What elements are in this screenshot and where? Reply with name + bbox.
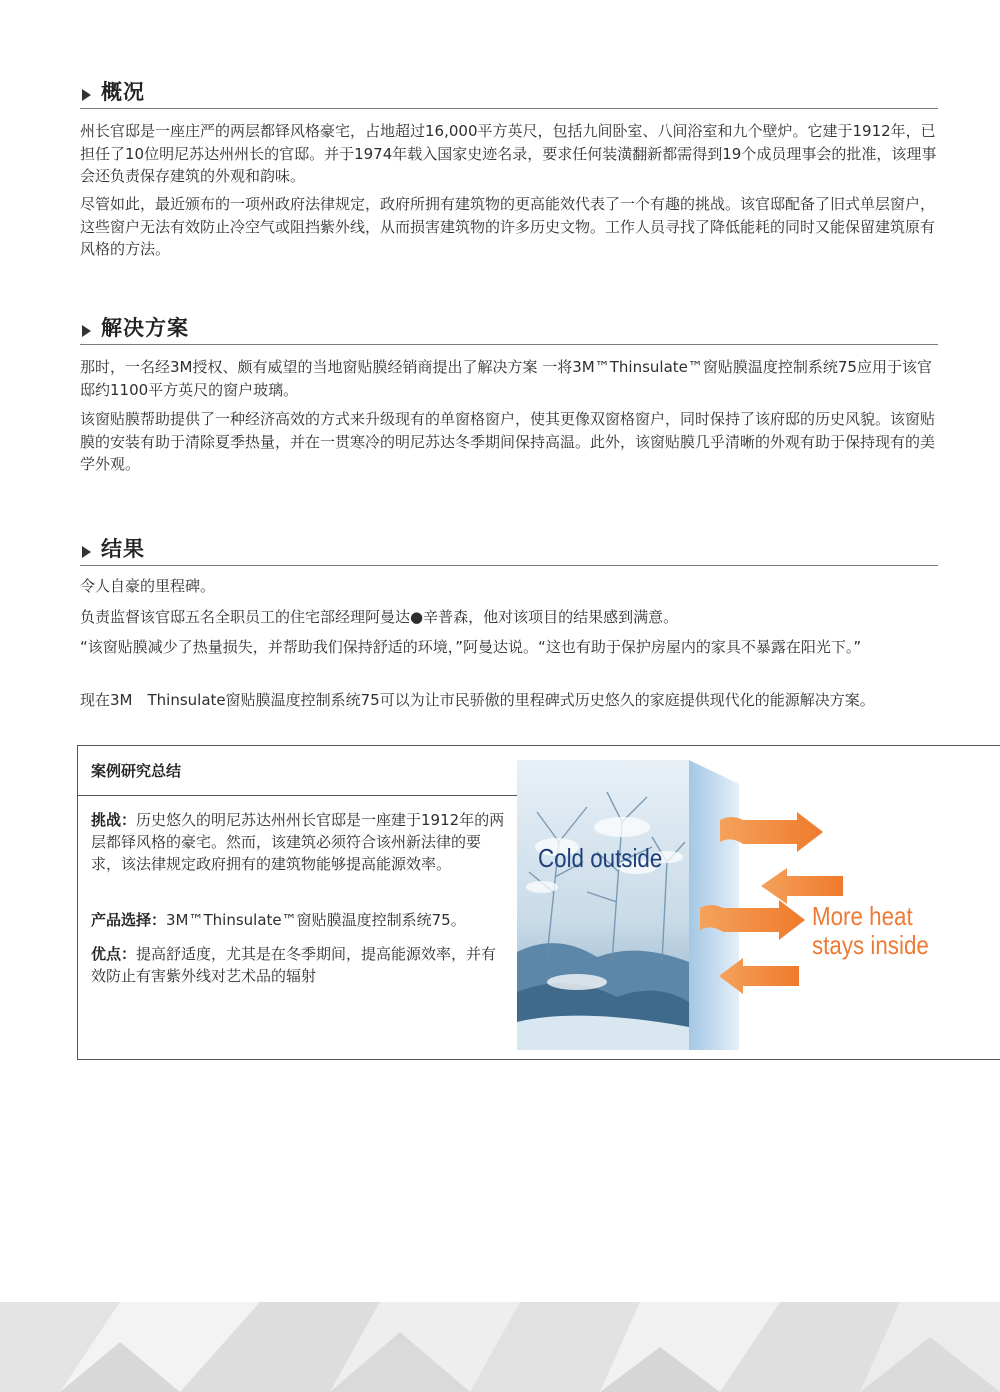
results-paragraph-2: 负责监督该官邸五名全职员工的住宅部经理阿曼达●辛普森，他对该项目的结果感到满意。 bbox=[80, 608, 679, 626]
solution-paragraph-1: 那时，一名经3M授权、颇有威望的当地窗贴膜经销商提出了解决方案 一将3M™Thinsulate™窗贴膜温度控制系统75应用于该官邸约1100平方英尺的窗户玻璃。 bbox=[80, 358, 932, 399]
summary-product bbox=[91, 909, 509, 931]
product-text: 3M™Thinsulate™窗贴膜温度控制系统75。 bbox=[166, 911, 466, 929]
triangle-bullet-icon bbox=[82, 546, 91, 558]
results-paragraph-1: 令人自豪的里程碑。 bbox=[80, 577, 216, 595]
results-heading-bar bbox=[80, 533, 938, 566]
challenge-text: 历史悠久的明尼苏达州州长官邸是一座建于1912年的两层都铎风格的豪宅。然而，该建筑必须符合该州新法律的要求，该法律规定政府拥有的建筑物能够提高能源效率。 bbox=[91, 811, 505, 873]
results-paragraph-4: 现在3M Thinsulate窗贴膜温度控制系统75可以为让市民骄傲的里程碑式历史悠久的家庭提供现代化的能源解决方案。 bbox=[80, 691, 875, 709]
summary-challenge bbox=[91, 809, 509, 875]
solution-paragraph-2: 该窗贴膜帮助提供了一种经济高效的方式来升级现有的单窗格窗户，使其更像双窗格窗户，同时保持了该府邸的历史风貌。该窗贴膜的安装有助于清除夏季热量，并在一贯寒冷的明尼苏达冬季期间保持高温。此外，该窗贴膜几乎清晰的外观有助于保持现有的美学外观。 bbox=[80, 410, 936, 473]
cold-outside-label: Cold outside bbox=[538, 843, 663, 873]
heat-label-line-2: stays inside bbox=[812, 930, 929, 960]
benefit-label: 优点： bbox=[91, 945, 137, 963]
overview-paragraph-1: 州长官邸是一座庄严的两层都铎风格豪宅，占地超过16,000平方英尺，包括九间卧室、八间浴室和九个壁炉。它建于1912年，已担任了10位明尼苏达州州长的官邸。并于1974年载入国家史迹名录，要求任何装潢翻新都需得到19个成员理事会的批准，该理事会还负责保存建筑的外观和韵味。 bbox=[80, 122, 937, 185]
arrow-in-1 bbox=[761, 868, 843, 904]
results-heading: 结果 bbox=[101, 537, 145, 561]
winter-scene-image bbox=[517, 760, 689, 1050]
overview-heading-bar bbox=[80, 76, 938, 109]
challenge-label: 挑战： bbox=[91, 811, 137, 829]
heat-label-line-1: More heat bbox=[812, 901, 913, 931]
solution-heading-bar bbox=[80, 312, 938, 345]
overview-paragraph-2: 尽管如此，最近颁布的一项州政府法律规定，政府所拥有建筑物的更高能效代表了一个有趣的挑战。该官邸配备了旧式单层窗户，这些窗户无法有效防止冷空气或阻挡紫外线，从而损害建筑物的许多历史文物。工作人员寻找了降低能耗的同时又能保留建筑原有风格的方法。 bbox=[80, 195, 936, 258]
benefit-text: 提高舒适度，尤其是在冬季期间，提高能源效率，并有效防止有害紫外线对艺术品的辐射 bbox=[91, 945, 497, 985]
product-label: 产品选择： bbox=[91, 911, 167, 929]
triangle-bullet-icon bbox=[82, 89, 91, 101]
summary-title: 案例研究总结 bbox=[91, 762, 182, 780]
decorative-footer-band bbox=[0, 1302, 1000, 1392]
summary-benefit bbox=[91, 943, 509, 987]
solution-heading: 解决方案 bbox=[101, 316, 189, 340]
heat-inside-label bbox=[812, 902, 929, 960]
summary-divider bbox=[78, 795, 518, 796]
triangle-bullet-icon bbox=[82, 325, 91, 337]
results-paragraph-3: “该窗贴膜减少了热量损失，并帮助我们保持舒适的环境，”阿曼达说。“这也有助于保护房屋内的家具不暴露在阳光下。” bbox=[80, 638, 862, 656]
overview-heading: 概况 bbox=[101, 80, 145, 104]
glass-pane bbox=[689, 760, 739, 1050]
